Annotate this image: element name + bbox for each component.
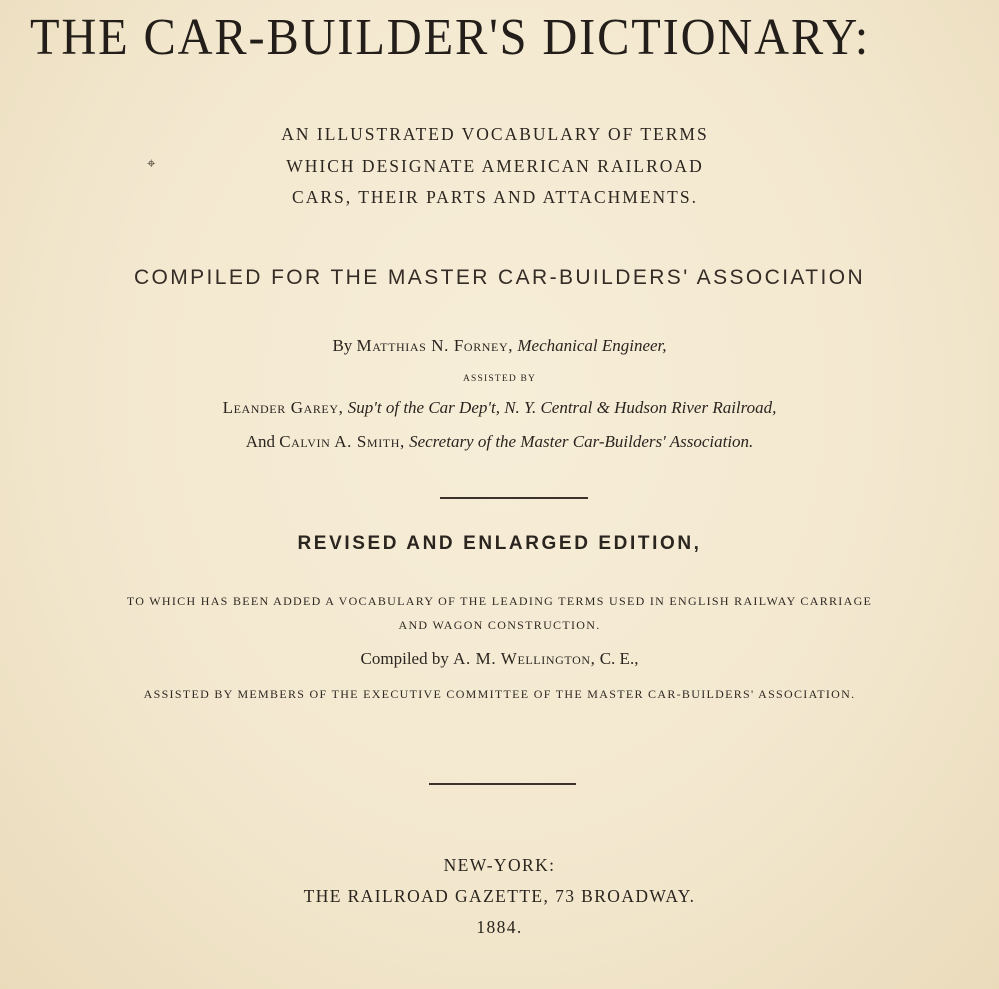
imprint-year: 1884.: [476, 917, 523, 937]
addition-line-2: AND WAGON CONSTRUCTION.: [398, 618, 601, 632]
assistant-2-role: Secretary of the Master Car-Builders' Association.: [409, 432, 754, 451]
page-title: THE CAR-BUILDER'S DICTIONARY:: [30, 9, 871, 66]
assistant-1-name: Leander Garey,: [222, 398, 344, 417]
wellington-prefix: Compiled by: [360, 649, 449, 668]
assistant-2-line: [0, 432, 999, 452]
assistant-1-role: Sup't of the Car Dep't, N. Y. Central & Hudson River Railroad,: [347, 398, 777, 417]
assistant-2-prefix: And: [245, 432, 275, 451]
addition-line-1: TO WHICH HAS BEEN ADDED A VOCABULARY OF THE LEADING TERMS USED IN ENGLISH RAILWAY CARRIAGE: [126, 594, 873, 608]
subtitle-line-1: AN ILLUSTRATED VOCABULARY OF TERMS: [281, 124, 709, 144]
wellington-name: A. M. Wellington,: [453, 649, 596, 668]
divider-rule-2: [429, 783, 576, 785]
wellington-suffix: C. E.,: [599, 649, 639, 668]
subtitle-line-3: CARS, THEIR PARTS AND ATTACHMENTS.: [292, 187, 698, 207]
assistant-1-line: [0, 398, 999, 418]
assistant-2-name: Calvin A. Smith,: [279, 432, 405, 451]
by-prefix: By: [332, 336, 353, 355]
divider-rule-1: [440, 497, 588, 499]
assisted-members-line: ASSISTED BY MEMBERS OF THE EXECUTIVE COMMITTEE OF THE MASTER CAR-BUILDERS' ASSOCIATION.: [143, 687, 856, 701]
compiled-for-heading: COMPILED FOR THE MASTER CAR-BUILDERS' ASSOCIATION: [133, 266, 866, 289]
wellington-line: [0, 649, 999, 669]
cross-ornament-icon: ⌖: [147, 156, 156, 172]
imprint-publisher: THE RAILROAD GAZETTE, 73 BROADWAY.: [303, 886, 696, 906]
assisted-by-label: ASSISTED BY: [462, 374, 537, 384]
main-author-name: Matthias N. Forney,: [356, 336, 514, 355]
edition-heading: REVISED AND ENLARGED EDITION,: [297, 533, 702, 554]
main-author-line: [0, 336, 999, 356]
main-author-role: Mechanical Engineer,: [517, 336, 667, 355]
imprint-city: NEW-YORK:: [443, 855, 556, 875]
subtitle-line-2: WHICH DESIGNATE AMERICAN RAILROAD: [286, 156, 704, 176]
